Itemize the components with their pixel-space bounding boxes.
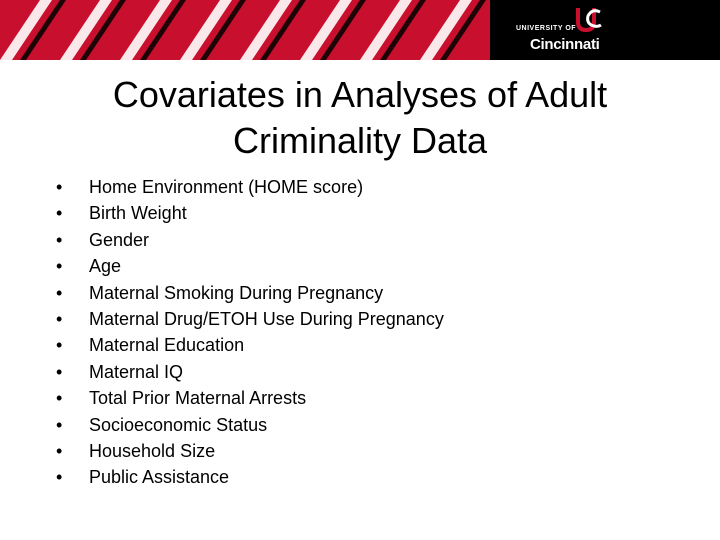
title-line-1: Covariates in Analyses of Adult xyxy=(112,74,608,115)
list-item-text: Maternal Smoking During Pregnancy xyxy=(89,282,384,303)
list-item xyxy=(56,464,444,490)
university-logo xyxy=(516,6,612,54)
list-item-text: Household Size xyxy=(89,441,216,462)
list-item-text: Gender xyxy=(89,229,150,250)
title-line-2: Criminality Data xyxy=(232,120,488,161)
bullet-icon: • xyxy=(56,467,63,488)
uc-logo-mark-icon xyxy=(574,4,602,34)
list-item xyxy=(56,280,444,306)
list-item xyxy=(56,332,444,358)
list-item-text: Birth Weight xyxy=(89,203,187,224)
list-item xyxy=(56,306,444,332)
bullet-icon: • xyxy=(56,441,63,462)
header-pattern xyxy=(0,0,500,60)
bullet-icon: • xyxy=(56,414,63,435)
list-item-text: Total Prior Maternal Arrests xyxy=(89,388,307,409)
list-item-text: Home Environment (HOME score) xyxy=(89,177,364,197)
bullet-icon: • xyxy=(56,335,63,356)
list-item xyxy=(56,412,444,438)
list-item-text: Socioeconomic Status xyxy=(89,414,268,435)
bullet-icon: • xyxy=(56,388,63,409)
header-band xyxy=(0,0,720,60)
bullet-icon: • xyxy=(56,177,63,197)
list-item xyxy=(56,385,444,411)
list-item xyxy=(56,253,444,279)
list-item xyxy=(56,200,444,226)
list-item-text: Age xyxy=(89,256,122,277)
list-item xyxy=(56,359,444,385)
logo-university-of: UNIVERSITY OF xyxy=(516,25,577,32)
bullet-icon: • xyxy=(56,309,63,330)
logo-cincinnati: Cincinnati xyxy=(530,36,600,53)
list-item-text: Maternal IQ xyxy=(89,361,184,382)
list-item xyxy=(56,438,444,464)
list-item-text: Maternal Education xyxy=(89,335,245,356)
bullet-icon: • xyxy=(56,282,63,303)
list-item xyxy=(56,227,444,253)
covariate-list xyxy=(56,174,444,491)
list-item-text: Maternal Drug/ETOH Use During Pregnancy xyxy=(89,309,444,330)
bullet-icon: • xyxy=(56,203,63,224)
bullet-icon: • xyxy=(56,361,63,382)
bullet-icon: • xyxy=(56,229,63,250)
list-item xyxy=(56,174,444,200)
bullet-icon: • xyxy=(56,256,63,277)
slide-title xyxy=(60,72,660,164)
list-item-text: Public Assistance xyxy=(89,467,230,488)
